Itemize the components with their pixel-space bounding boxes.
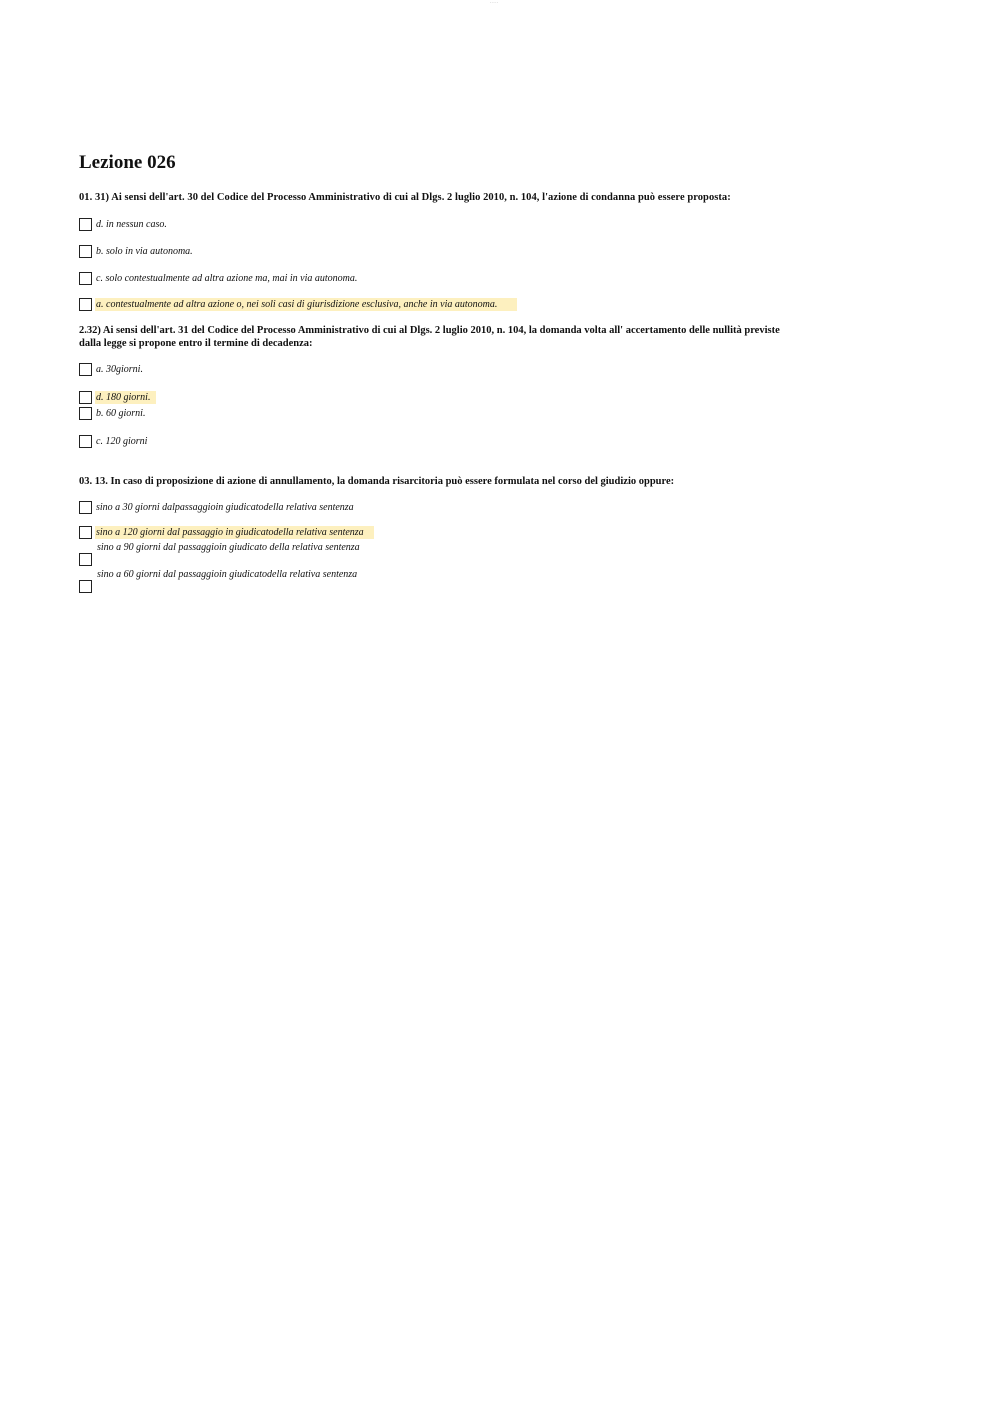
- question-2-text: [79, 324, 780, 350]
- checkbox[interactable]: [79, 553, 92, 566]
- checkbox[interactable]: [79, 298, 92, 311]
- option-label-highlighted: a. contestualmente ad altra azione o, nei soli casi di giurisdizione esclusiva, anche in via autonoma.: [95, 298, 517, 311]
- option-label: b. 60 giorni.: [96, 407, 146, 419]
- question-3-text: 03. 13. In caso di proposizione di azione di annullamento, la domanda risarcitoria può essere formulata nel corso del giudizio oppure:: [79, 476, 675, 487]
- lesson-title: Lezione 026: [79, 152, 176, 173]
- checkbox[interactable]: [79, 526, 92, 539]
- checkbox[interactable]: [79, 245, 92, 258]
- checkbox[interactable]: [79, 407, 92, 420]
- question-2-line-1: 2.32) Ai sensi dell'art. 31 del Codice del Processo Amministrativo di cui al Dlgs. 2 luglio 2010, n. 104, la domanda volta all' accertamento delle nullità previste: [79, 325, 780, 336]
- header-mark: - - - - -: [490, 0, 498, 4]
- question-2-line-2: dalla legge si propone entro il termine di decadenza:: [79, 338, 313, 349]
- option-label: sino a 60 giorni dal passaggioin giudicatodella relativa sentenza: [97, 569, 358, 580]
- option-label: d. in nessun caso.: [96, 218, 167, 230]
- question-2-option-b[interactable]: [79, 405, 148, 421]
- option-label: sino a 30 giorni dalpassaggioin giudicatodella relativa sentenza: [96, 501, 354, 513]
- checkbox[interactable]: [79, 363, 92, 376]
- question-3-option-90[interactable]: [79, 541, 479, 569]
- question-1-option-a[interactable]: [79, 296, 517, 312]
- question-1-text: 01. 31) Ai sensi dell'art. 30 del Codice del Processo Amministrativo di cui al Dlgs. 2 luglio 2010, n. 104, l'azione di condanna può essere proposta:: [79, 192, 731, 203]
- question-1-option-c[interactable]: [79, 270, 360, 286]
- question-2-option-a[interactable]: [79, 361, 146, 377]
- option-label: a. 30giorni.: [96, 363, 143, 375]
- checkbox[interactable]: [79, 435, 92, 448]
- checkbox[interactable]: [79, 391, 92, 404]
- option-label: sino a 90 giorni dal passaggioin giudicato della relativa sentenza: [97, 542, 360, 553]
- checkbox[interactable]: [79, 272, 92, 285]
- question-3-option-30[interactable]: [79, 499, 357, 515]
- option-label-highlighted: d. 180 giorni.: [95, 391, 156, 404]
- checkbox[interactable]: [79, 218, 92, 231]
- option-label: b. solo in via autonoma.: [96, 245, 193, 257]
- checkbox[interactable]: [79, 580, 92, 593]
- question-3-option-120[interactable]: [79, 524, 374, 540]
- option-label: c. 120 giorni: [96, 435, 148, 447]
- option-label-highlighted: sino a 120 giorni dal passaggio in giudicatodella relativa sentenza: [95, 526, 374, 539]
- question-1-option-d[interactable]: [79, 216, 170, 232]
- question-3-option-60[interactable]: [79, 568, 479, 596]
- question-2-option-d[interactable]: [79, 389, 156, 405]
- question-1-option-b[interactable]: [79, 243, 196, 259]
- option-label: c. solo contestualmente ad altra azione ma, mai in via autonoma.: [96, 272, 358, 284]
- checkbox[interactable]: [79, 501, 92, 514]
- question-2-option-c[interactable]: [79, 433, 150, 449]
